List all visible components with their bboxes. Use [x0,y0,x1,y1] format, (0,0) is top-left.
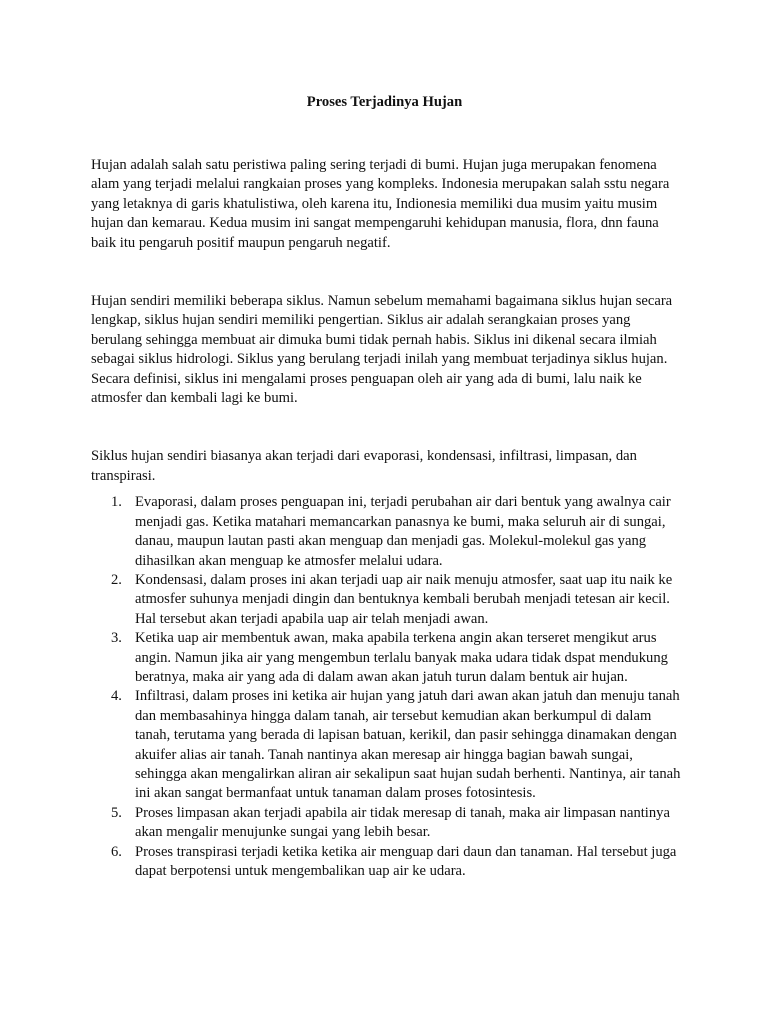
document-title: Proses Terjadinya Hujan [306,94,463,110]
list-item [91,629,682,687]
list-item [91,804,682,843]
paragraph-intro: Hujan adalah salah satu peristiwa paling sering terjadi di bumi. Hujan juga merupakan fenomena alam yang terjadi melalui rangkaian proses yang kompleks. Indonesia merupakan salah sstu negara yang letaknya di garis khatulistiwa, oleh karena itu, Indionesia memiliki dua musim yaitu musim hujan dan kemarau. Kedua musim ini sangat mempengaruhi kehidupan manusia, flora, dnn fauna baik itu pengaruh positif maupun pengaruh negatif. [91,157,670,251]
paragraph-siklus: Hujan sendiri memiliki beberapa siklus. Namun sebelum memahami bagaimana siklus hujan secara lengkap, siklus hujan sendiri memiliki pengertian. Siklus air adalah serangkaian proses yang berulang sehingga membuat air dimuka bumi tidak pernah habis. Siklus ini dikenal secara ilmiah sebagai siklus hidrologi. Siklus yang berulang terjadi inilah yang membuat terjadinya siklus hujan. Secara definisi, siklus ini mengalami proses penguapan oleh air yang ada di bumi, lalu naik ke atmosfer dan kembali lagi ke bumi. [91,293,673,407]
list-item-number: 4. [111,688,122,705]
list-item-text: Ketika uap air membentuk awan, maka apabila terkena angin akan terseret mengikut arus angin. Namun jika air yang mengembun terlalu banyak maka udara tidak dspat mendukung beratnya, maka air yang ada di dalam awan akan jatuh turun dalam bentuk air hujan. [135,630,668,685]
list-item-text: Proses transpirasi terjadi ketika ketika air menguap dari daun dan tanaman. Hal tersebut juga dapat berpotensi untuk mengembalikan uap air ke udara. [135,843,677,879]
list-item-number: 3. [111,630,122,647]
list-item [91,687,682,803]
list-item-number: 6. [111,843,122,860]
paragraph-list-intro: Siklus hujan sendiri biasanya akan terjadi dari evaporasi, kondensasi, infiltrasi, limpasan, dan transpirasi. [91,448,637,484]
list-item [91,843,682,882]
list-item-text: Evaporasi, dalam proses penguapan ini, terjadi perubahan air dari bentuk yang awalnya cair menjadi gas. Ketika matahari memancarkan panasnya ke bumi, maka seluruh air di sungai, danau, maupun lautan pasti akan menguap dan menjadi gas. Molekul-molekul gas yang dihasilkan akan menguap ke atmosfer melalui udara. [135,494,671,569]
list-item-text: Infiltrasi, dalam proses ini ketika air hujan yang jatuh dari awan akan jatuh dan menuju tanah dan membasahinya hingga dalam tanah, air tersebut kemudian akan berkumpul di dalam tanah, terutama yang berada di lapisan batuan, kerikil, dan pasir sehingga dinamakan dengan akuifer alias air tanah. Tanah nantinya akan meresap air hingga bagian bawah sungai, sehingga akan mengalirkan aliran air sekalipun saat hujan sudah berhenti. Nantinya, air tanah ini akan sangat bermanfaat untuk tanaman dalam proses fotosintesis. [135,688,681,802]
list-item-text: Proses limpasan akan terjadi apabila air tidak meresap di tanah, maka air limpasan nantinya akan mengalir menujunke sungai yang lebih besar. [135,804,670,841]
process-list [91,493,682,881]
list-item-number: 2. [111,571,122,588]
list-item-number: 5. [111,804,122,821]
list-item [91,571,682,629]
list-item-number: 1. [111,494,122,511]
list-item [91,493,682,571]
list-item-text: Kondensasi, dalam proses ini akan terjadi uap air naik menuju atmosfer, saat uap itu naik ke atmosfer suhunya menjadi dingin dan bentuknya kembali berubah menjadi tetesan air kecil. Hal tersebut akan terjadi apabila uap air telah menjadi awan. [135,571,673,627]
